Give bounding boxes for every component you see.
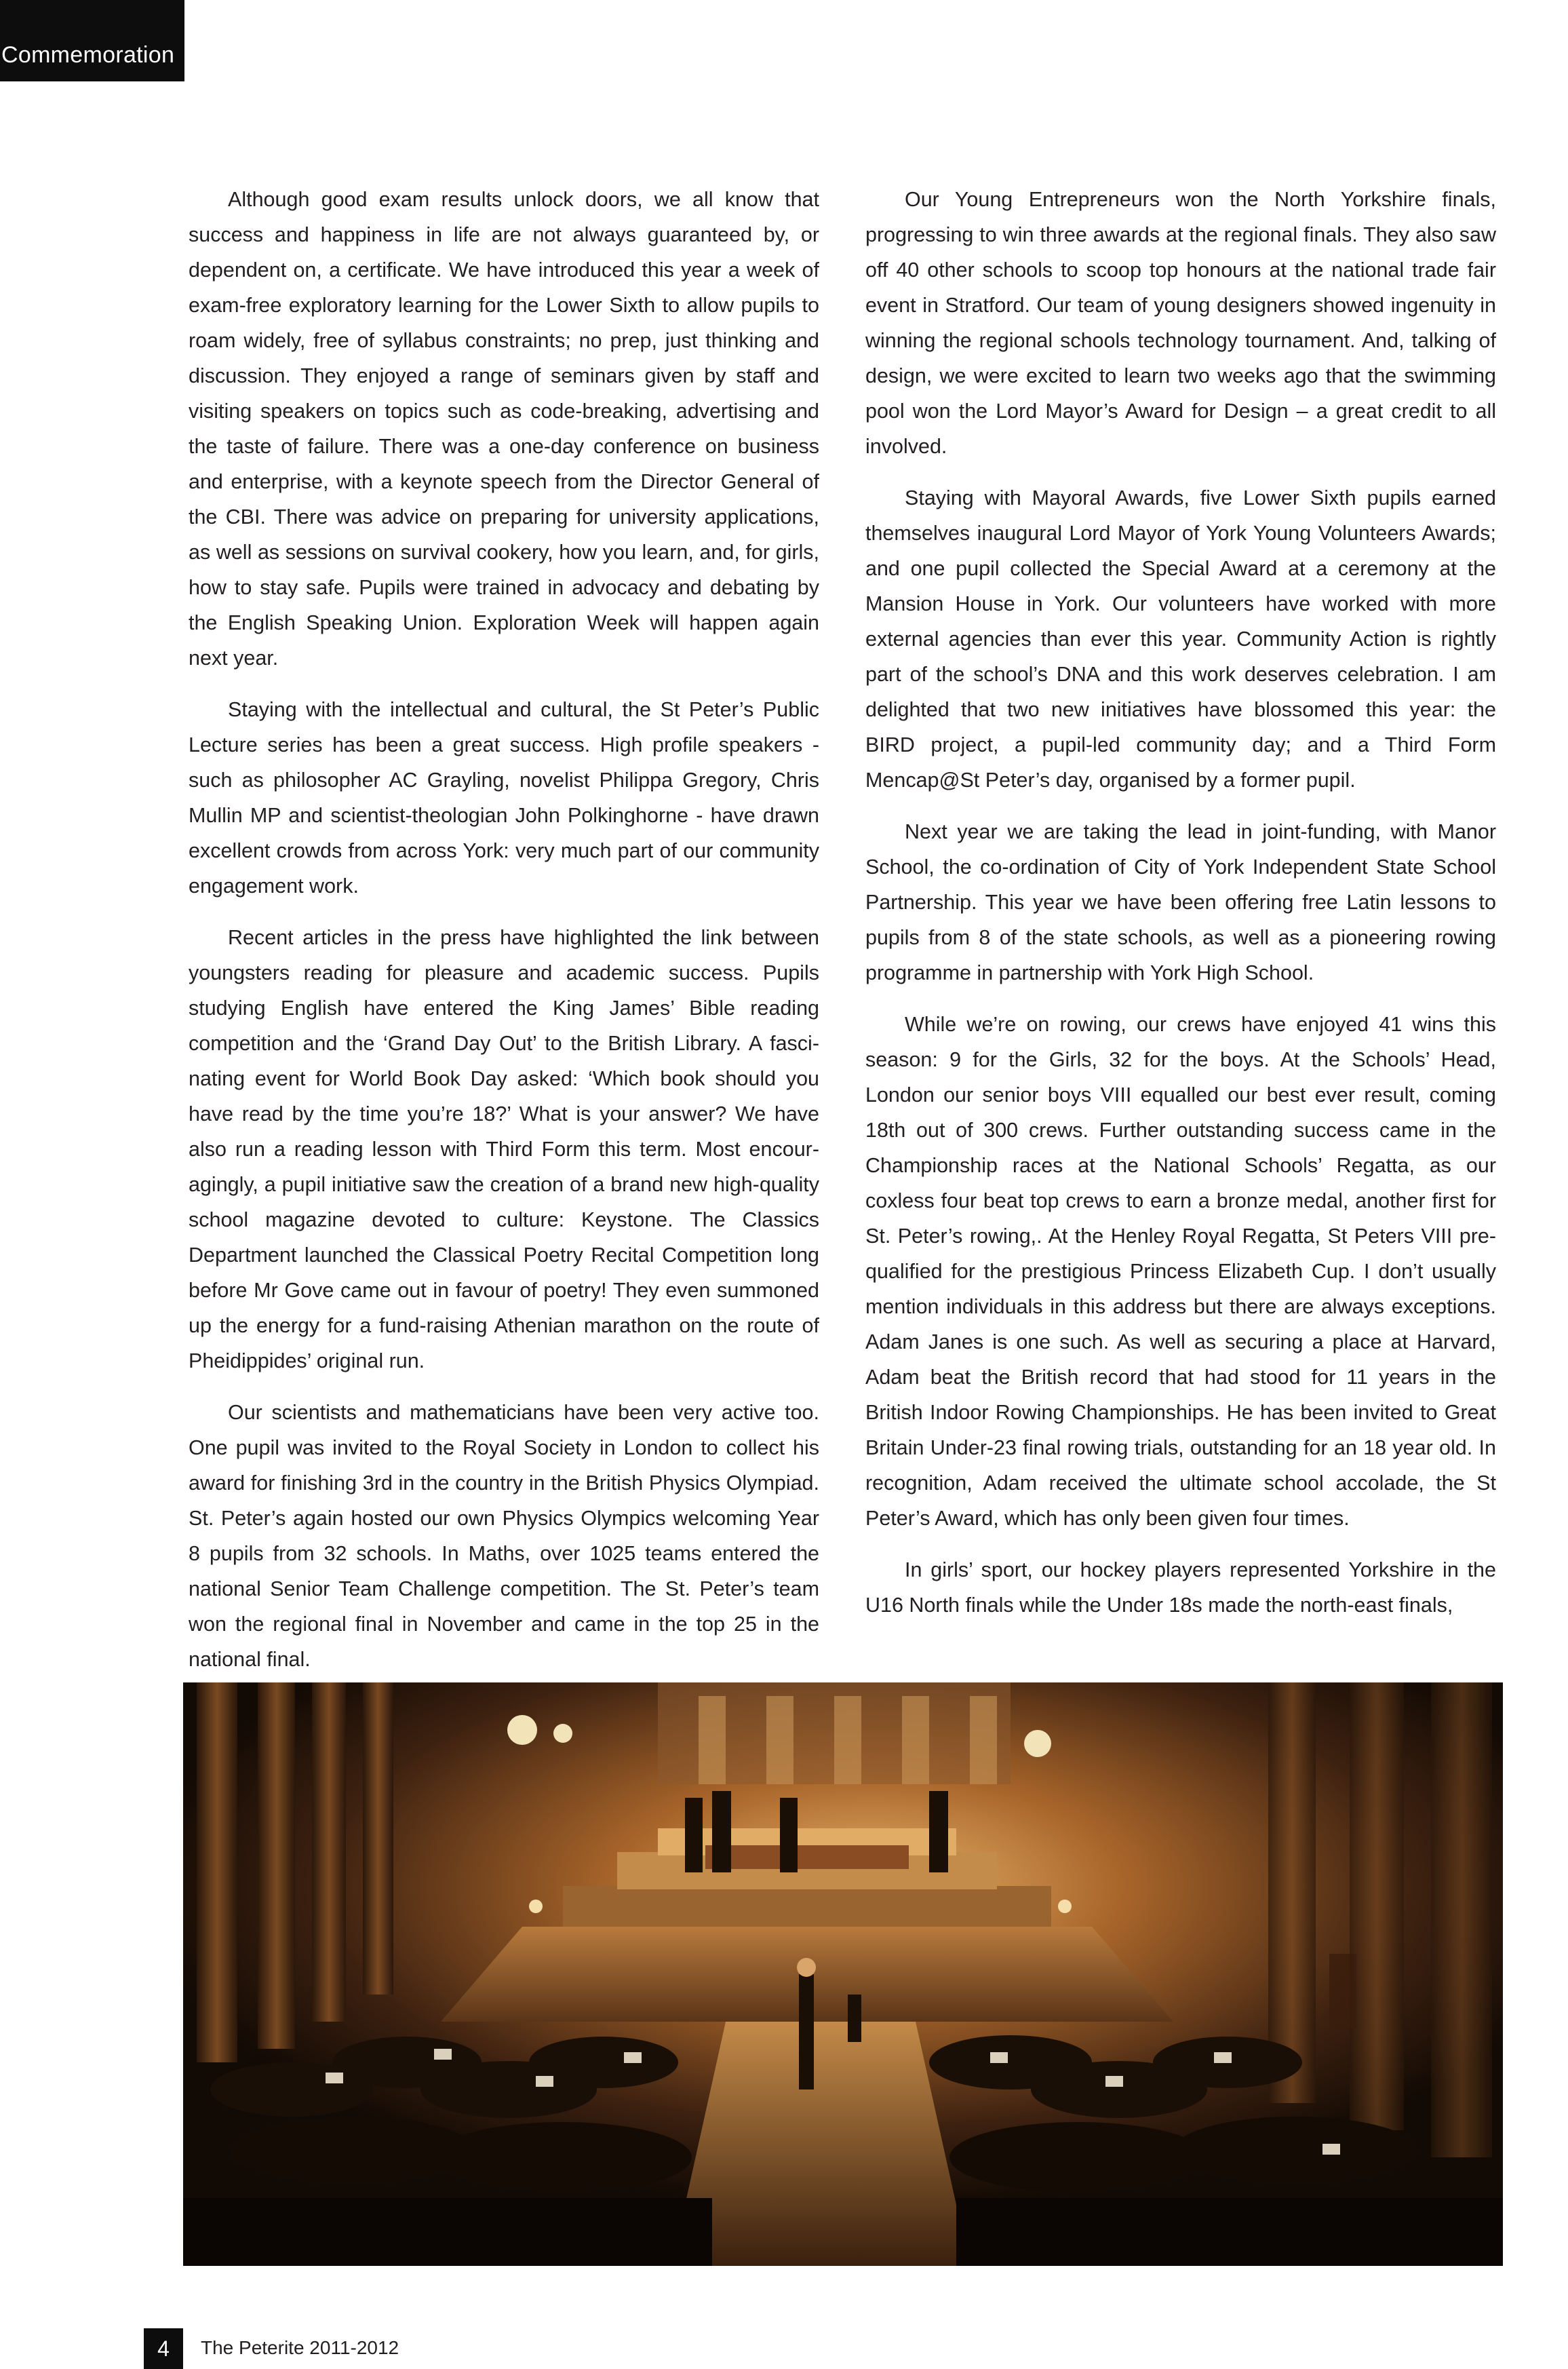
- paragraph-young-entrepreneurs: Our Young Entrepreneurs won the North Yorkshire finals, progressing to win three awards at the regional finals. They also saw off 40 other schools to scoop top honours at the national trade fair event in Stratford. Our team of young designers showed ingenuity in winning the regional schools technology tournament. And, talking of design, we were excited to learn two weeks ago that the swimming pool won the Lord Mayor’s Award for Design – a great credit to all involved.: [865, 188, 1496, 458]
- altar-table: [705, 1845, 909, 1869]
- paragraph-public-lectures: Staying with the intellectual and cultural, the St Peter’s Public Lecture series has been a great success. High profile speakers - such as philosopher AC Grayling, novelist Philippa Gregory, Chris Mullin MP and scientist-theologian John Polkinghorne - have drawn excellent crowds from across York: very much part of our community engagement work.: [189, 698, 819, 898]
- paragraph-reading: Recent articles in the press have highlighted the link between youngsters reading for pleasure and academic success. Pupils studying English have entered the King James’ Bible reading competition and the ‘Grand Day Out’ to the British Library. A fascinating event for World Book Day asked: ‘Which book should you have read by the time you’re 18?’ What is your answer? We have also run a reading lesson with Third Form this term. Most encouragingly, a pupil initiative saw the creation of a brand new high-quality school magazine devoted to culture: Keystone. The Classics Department launched the Classical Poetry Recital Competition long before Mr Gove came out in favour of poetry! They even summoned up the energy for a fund-raising Athenian marathon on the route of Pheidippides’ original run.: [189, 926, 819, 1372]
- section-tab: [0, 0, 184, 81]
- minster-concert-photo: [183, 1682, 1503, 2266]
- orchestra-left: [183, 2037, 712, 2266]
- section-label: Commemoration: [1, 42, 175, 68]
- paragraph-mayoral-awards: Staying with Mayoral Awards, five Lower Sixth pupils earned themselves inaugural Lord Mayor of York Young Volunteers Awards; and one pupil collected the Special Award at a ceremony at the Mansion House in York. Our volunteers have worked with more external agencies than ever this year. Community Action is rightly part of the school’s DNA and this work deserves celebration. I am delighted that two new initiatives have blossomed this year: the BIRD project, a pupil-led community day; and a Third Form Mencap@St Peter’s day, organised by a former pupil.: [865, 486, 1496, 792]
- left-text-column: [189, 182, 819, 1693]
- paragraph-partnership: Next year we are taking the lead in joint-funding, with Manor School, the co-ordination of City of York Independent State School Partnership. This year we have been offering free Latin lessons to pupils from 8 of the state schools, as well as a pioneering rowing programme in partnership with York High School.: [865, 820, 1496, 984]
- conductor-figure: [799, 1974, 814, 2089]
- publication-title: The Peterite 2011-2012: [201, 2337, 399, 2358]
- paragraph-exploration-week: Although good exam results unlock doors, we all know that success and happiness in life are not always guaranteed by, or dependent on, a certificate. We have introduced this year a week of exam-free exploratory learning for the Lower Sixth to allow pupils to roam widely, free of syllabus constraints; no prep, just thinking and discussion. They enjoyed a range of seminars given by staff and visiting speakers on topics such as code-breaking, advertising and the taste of failure. There was a one-day conference on business and enterprise, with a keynote speech from the Director General of the CBI. There was advice on preparing for university applications, as well as sessions on survival cookery, how you learn, and, for girls, how to stay safe. Pupils were trained in advocacy and debating by the English Speaking Union. Exploration Week will happen again next year.: [189, 188, 819, 670]
- paragraph-rowing: While we’re on rowing, our crews have enjoyed 41 wins this season: 9 for the Girls, 32 for the boys. At the Schools’ Head, London our senior boys VIII equalled our best ever result, coming 18th out of 300 crews. Further outstanding success came in the Championship races at the National Schools’ Regatta, as our coxless four beat top crews to earn a bronze medal, another first for St. Peter’s rowing,. At the Henley Royal Regatta, St Peters VIII pre-qualified for the prestigious Princess Elizabeth Cup. I don’t usually mention individuals in this address but there are always exceptions. Adam Janes is one such. As well as securing a place at Harvard, Adam beat the British record that had stood for 11 years in the British Indoor Rowing Championships. He has been invited to Great Britain Under-23 final rowing trials, outstanding for an 18 year old. In recognition, Adam received the ultimate school accolade, the St Peter’s Award, which has only been given four times.: [865, 1013, 1496, 1530]
- harp: [1329, 1954, 1356, 2028]
- paragraph-science-maths: Our scientists and mathematicians have been very active too. One pupil was invited to the Royal Society in London to collect his award for finishing 3rd in the country in the British Physics Olympiad. St. Peter’s again hosted our own Physics Olympics welcoming Year 8 pupils from 32 schools. In Maths, over 1025 teams entered the national Senior Team Challenge competition. The St. Peter’s team won the regional final in November and came in the top 25 in the national final.: [189, 1401, 819, 1671]
- minster-concert-illustration: [183, 1682, 1503, 2266]
- paragraph-girls-sport: In girls’ sport, our hockey players represented Yorkshire in the U16 North finals while the Under 18s made the north-east finals,: [865, 1558, 1496, 1617]
- music-stand: [848, 1995, 861, 2042]
- page-number: 4: [144, 2328, 183, 2369]
- right-text-column: [865, 182, 1496, 1639]
